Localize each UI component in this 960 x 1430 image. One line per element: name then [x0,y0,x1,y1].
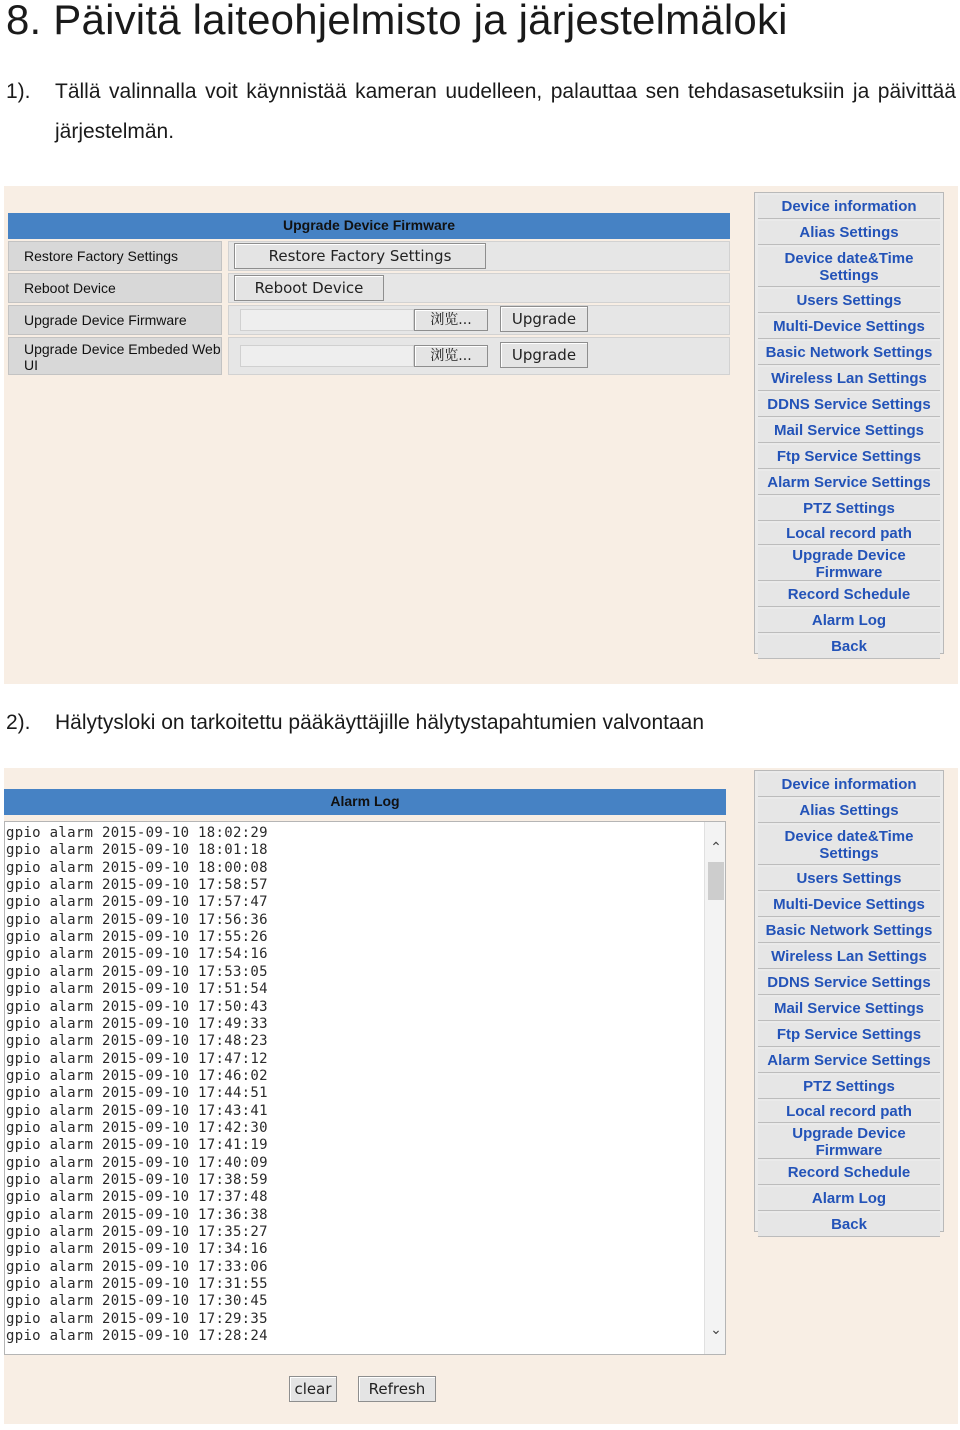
alarm-log-entry[interactable]: gpio alarm 2015-09-10 17:49:33 [6,1015,268,1032]
alarm-log-entry[interactable]: gpio alarm 2015-09-10 17:43:41 [6,1102,268,1119]
row-label-reboot: Reboot Device [8,273,222,303]
menu-item-device-information[interactable]: Device information [758,773,940,797]
upgrade-webui-button[interactable]: Upgrade [500,342,588,368]
reboot-device-button[interactable]: Reboot Device [234,275,384,301]
alarm-log-entry[interactable]: gpio alarm 2015-09-10 17:42:30 [6,1119,268,1136]
browse-firmware-button[interactable]: 浏览... [414,309,488,331]
paragraph-text: Hälytysloki on tarkoitettu pääkäyttäjille hälytystapahtumien valvontaan [55,711,705,734]
chevron-down-icon[interactable]: ⌄ [710,1321,722,1337]
menu-item-ddns-service-settings[interactable]: DDNS Service Settings [758,971,940,995]
panel-title: Alarm Log [330,793,400,809]
alarm-log-entry[interactable]: gpio alarm 2015-09-10 17:40:09 [6,1154,268,1171]
scrollbar-thumb[interactable] [708,862,724,900]
paragraph-2 [6,703,956,743]
refresh-button[interactable]: Refresh [358,1376,436,1402]
menu-item-record-schedule[interactable]: Record Schedule [758,583,940,607]
alarm-log-entry[interactable]: gpio alarm 2015-09-10 17:51:54 [6,981,268,998]
menu-item-record-schedule[interactable]: Record Schedule [758,1161,940,1185]
menu-item-back[interactable]: Back [758,635,940,659]
alarm-log-entry[interactable]: gpio alarm 2015-09-10 17:48:23 [6,1033,268,1050]
menu-item-upgrade-device-firmware[interactable]: Upgrade Device Firmware [758,547,940,581]
upgrade-firmware-button[interactable]: Upgrade [500,306,588,332]
alarm-log-entry[interactable]: gpio alarm 2015-09-10 17:56:36 [6,911,268,928]
menu-item-basic-network-settings[interactable]: Basic Network Settings [758,341,940,365]
alarm-log-entry[interactable]: gpio alarm 2015-09-10 17:30:45 [6,1293,268,1310]
chevron-up-icon[interactable]: ⌃ [710,839,722,855]
alarm-log-entry[interactable]: gpio alarm 2015-09-10 17:34:16 [6,1241,268,1258]
alarm-log-entry[interactable]: gpio alarm 2015-09-10 17:47:12 [6,1050,268,1067]
webui-file-field[interactable] [240,345,414,367]
alarm-log-list[interactable] [4,821,726,1355]
row-label-restore: Restore Factory Settings [8,241,222,271]
browse-webui-button[interactable]: 浏览... [414,345,488,367]
menu-item-wireless-lan-settings[interactable]: Wireless Lan Settings [758,367,940,391]
alarm-log-entry[interactable]: gpio alarm 2015-09-10 17:31:55 [6,1276,268,1293]
alarm-log-entry[interactable]: gpio alarm 2015-09-10 17:44:51 [6,1085,268,1102]
menu-item-multi-device-settings[interactable]: Multi-Device Settings [758,315,940,339]
alarm-log-entry[interactable]: gpio alarm 2015-09-10 17:33:06 [6,1258,268,1275]
row-label-upgrade-firmware: Upgrade Device Firmware [8,305,222,335]
alarm-log-entry[interactable]: gpio alarm 2015-09-10 17:57:47 [6,894,268,911]
menu-item-local-record-path[interactable]: Local record path [758,1101,940,1123]
menu-item-device-information[interactable]: Device information [758,195,940,219]
alarm-log-entry[interactable]: gpio alarm 2015-09-10 17:41:19 [6,1137,268,1154]
menu-item-device-date-time-settings[interactable]: Device date&Time Settings [758,825,940,865]
alarm-log-entry[interactable]: gpio alarm 2015-09-10 17:38:59 [6,1172,268,1188]
paragraph-number: 1). [6,80,31,103]
document-heading: 8. Päivitä laiteohjelmisto ja järjestelmäloki [6,0,788,43]
menu-item-ftp-service-settings[interactable]: Ftp Service Settings [758,1023,940,1047]
menu-item-users-settings[interactable]: Users Settings [758,867,940,891]
alarm-log-entry[interactable]: gpio alarm 2015-09-10 17:55:26 [6,929,268,946]
alarm-log-entry[interactable]: gpio alarm 2015-09-10 17:28:24 [6,1328,268,1345]
alarm-log-entry[interactable]: gpio alarm 2015-09-10 17:54:16 [6,946,268,963]
menu-item-mail-service-settings[interactable]: Mail Service Settings [758,419,940,443]
alarm-log-screenshot [4,768,958,1424]
menu-item-device-date-time-settings[interactable]: Device date&Time Settings [758,247,940,287]
menu-item-wireless-lan-settings[interactable]: Wireless Lan Settings [758,945,940,969]
menu-item-ptz-settings[interactable]: PTZ Settings [758,1075,940,1099]
alarm-log-entry[interactable]: gpio alarm 2015-09-10 17:35:27 [6,1224,268,1241]
scrollbar[interactable] [704,822,726,1354]
menu-item-alarm-service-settings[interactable]: Alarm Service Settings [758,471,940,495]
alarm-log-entry[interactable]: gpio alarm 2015-09-10 18:01:18 [6,842,268,859]
menu-item-alias-settings[interactable]: Alias Settings [758,799,940,823]
alarm-log-entry[interactable]: gpio alarm 2015-09-10 17:50:43 [6,998,268,1015]
menu-item-back[interactable]: Back [758,1213,940,1237]
firmware-file-field[interactable] [240,309,414,331]
paragraph-1 [6,72,956,152]
alarm-log-entry[interactable]: gpio alarm 2015-09-10 17:53:05 [6,963,268,980]
settings-menu [754,192,944,654]
menu-item-basic-network-settings[interactable]: Basic Network Settings [758,919,940,943]
paragraph-number: 2). [6,711,31,734]
clear-button[interactable]: clear [289,1376,337,1402]
menu-item-alarm-log[interactable]: Alarm Log [758,609,940,633]
restore-factory-settings-button[interactable]: Restore Factory Settings [234,243,486,269]
alarm-log-entry[interactable]: gpio alarm 2015-09-10 18:00:08 [6,859,268,876]
menu-item-ftp-service-settings[interactable]: Ftp Service Settings [758,445,940,469]
settings-menu [754,770,944,1232]
menu-item-multi-device-settings[interactable]: Multi-Device Settings [758,893,940,917]
row-label-upgrade-webui: Upgrade Device Embeded Web UI [8,337,222,375]
alarm-log-entry[interactable]: gpio alarm 2015-09-10 17:37:48 [6,1189,268,1206]
menu-item-mail-service-settings[interactable]: Mail Service Settings [758,997,940,1021]
alarm-log-entry[interactable]: gpio alarm 2015-09-10 17:29:35 [6,1310,268,1327]
menu-item-ddns-service-settings[interactable]: DDNS Service Settings [758,393,940,417]
menu-item-users-settings[interactable]: Users Settings [758,289,940,313]
alarm-log-entry[interactable]: gpio alarm 2015-09-10 18:02:29 [6,825,268,841]
alarm-log-entry[interactable]: gpio alarm 2015-09-10 17:58:57 [6,877,268,894]
menu-item-upgrade-device-firmware[interactable]: Upgrade Device Firmware [758,1125,940,1159]
menu-item-local-record-path[interactable]: Local record path [758,523,940,545]
upgrade-firmware-screenshot [4,186,958,684]
menu-item-alias-settings[interactable]: Alias Settings [758,221,940,245]
alarm-log-entry[interactable]: gpio alarm 2015-09-10 17:46:02 [6,1067,268,1084]
panel-title: Upgrade Device Firmware [283,217,455,233]
menu-item-alarm-service-settings[interactable]: Alarm Service Settings [758,1049,940,1073]
menu-item-alarm-log[interactable]: Alarm Log [758,1187,940,1211]
alarm-log-entry[interactable]: gpio alarm 2015-09-10 17:36:38 [6,1206,268,1223]
paragraph-text: Tällä valinnalla voit käynnistää kameran uudelleen, palauttaa sen tehdasasetuksiin ja päivittää järjestelmän. [55,80,956,143]
menu-item-ptz-settings[interactable]: PTZ Settings [758,497,940,521]
